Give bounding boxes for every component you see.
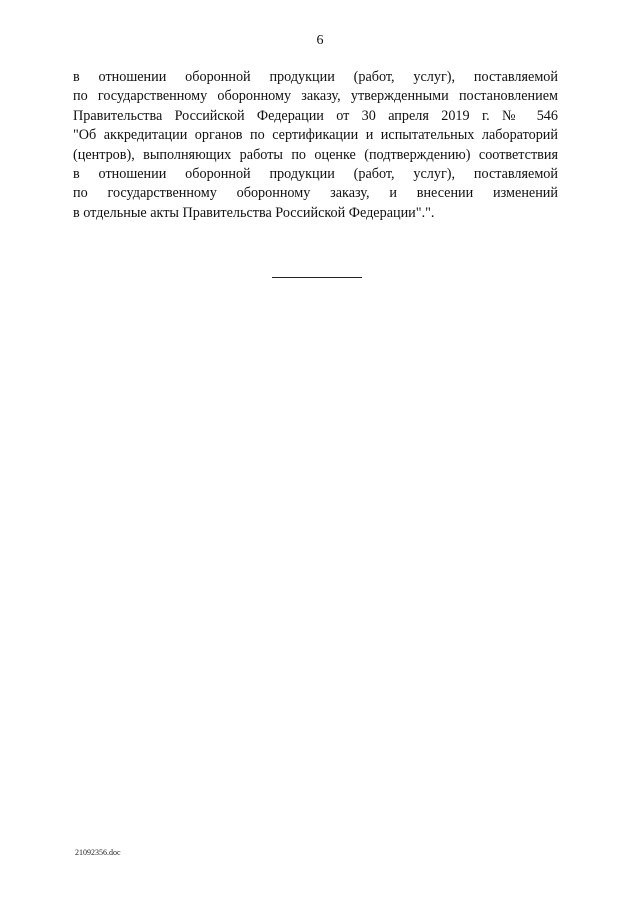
end-separator-line [272,277,362,278]
body-line: (центров), выполняющих работы по оценке (подтверждению) соответствия [73,146,558,163]
body-line: по государственному оборонному заказу, и внесении изменений [73,185,558,202]
page-number: 6 [316,33,324,48]
body-line: в отношении оборонной продукции (работ, услуг), поставляемой [73,166,558,183]
body-line: "Об аккредитации органов по сертификации и испытательных лабораторий [73,127,558,144]
document-file-code: 21092356.doc [75,848,121,857]
body-line: в отношении оборонной продукции (работ, услуг), поставляемой [73,69,558,85]
body-line: по государственному оборонному заказу, утвержденными постановлением [73,88,558,105]
document-body-text [73,68,558,223]
body-line: Правительства Российской Федерации от 30 апреля 2019 г. № 546 [73,107,558,124]
body-line-last: в отдельные акты Правительства Российской Федерации".". [73,204,435,221]
